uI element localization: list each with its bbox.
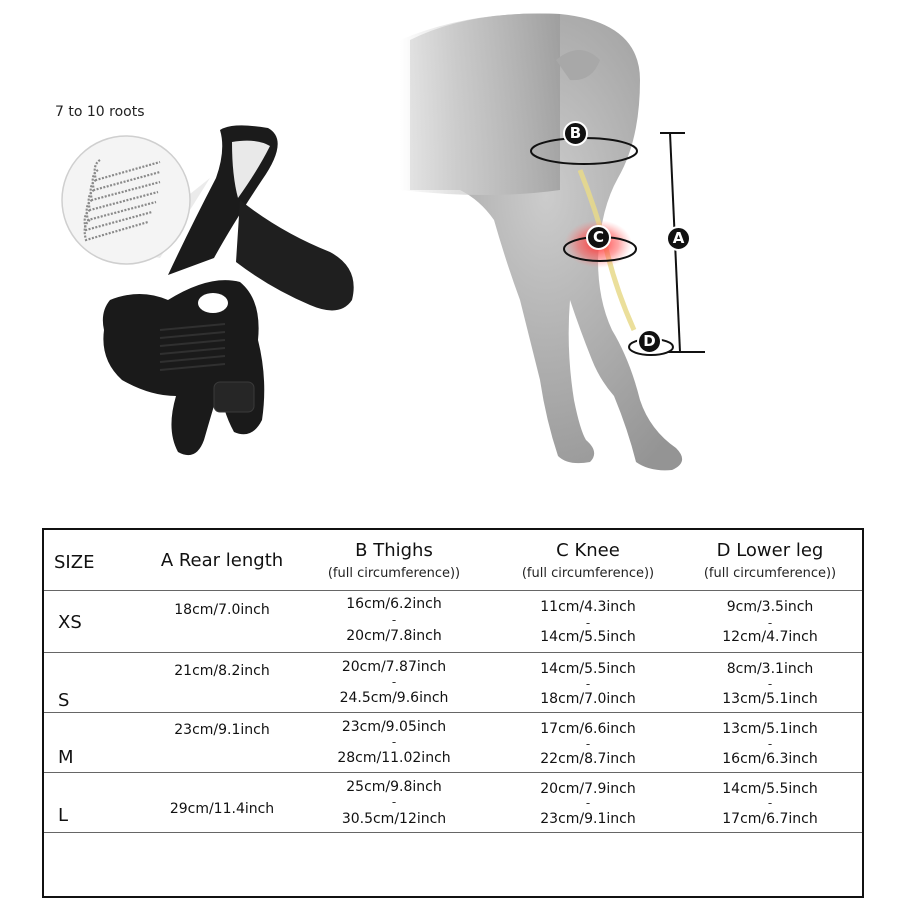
table-divider	[44, 712, 862, 713]
lower-leg-min: 14cm/5.5inch	[722, 781, 818, 797]
rear-length-value: 18cm/7.0inch	[174, 602, 270, 618]
range-dash: -	[391, 735, 397, 749]
range-dash: -	[585, 616, 591, 630]
size-chart-table	[42, 528, 864, 898]
thighs-max: 28cm/11.02inch	[337, 750, 451, 766]
header-size: SIZE	[54, 552, 95, 573]
lower-leg-min: 13cm/5.1inch	[722, 721, 818, 737]
point-d-marker	[637, 329, 662, 354]
point-b-label: B	[569, 124, 582, 142]
header-lower-leg-sub: (full circumference))	[703, 566, 837, 581]
lower-leg-max: 17cm/6.7inch	[722, 811, 818, 827]
lower-leg-min: 8cm/3.1inch	[726, 661, 814, 677]
range-dash: -	[391, 675, 397, 689]
range-dash: -	[767, 796, 773, 810]
lower-leg-max: 13cm/5.1inch	[722, 691, 818, 707]
range-dash: -	[767, 616, 773, 630]
lower-leg-max: 16cm/6.3inch	[722, 751, 818, 767]
size-label: S	[58, 690, 70, 711]
point-a-marker	[666, 226, 691, 251]
rear-length-value: 21cm/8.2inch	[174, 663, 270, 679]
roots-note: 7 to 10 roots	[55, 104, 145, 120]
lower-leg-max: 12cm/4.7inch	[722, 629, 818, 645]
header-knee-sub: (full circumference))	[521, 566, 655, 581]
thighs-min: 16cm/6.2inch	[346, 596, 442, 612]
range-dash: -	[585, 677, 591, 691]
point-b-marker	[563, 121, 588, 146]
knee-max: 22cm/8.7inch	[540, 751, 636, 767]
rear-length-value: 23cm/9.1inch	[174, 722, 270, 738]
table-divider	[44, 832, 862, 833]
knee-max: 23cm/9.1inch	[540, 811, 636, 827]
knee-min: 20cm/7.9inch	[540, 781, 636, 797]
knee-min: 14cm/5.5inch	[540, 661, 636, 677]
header-thighs-sub: (full circumference))	[327, 566, 461, 581]
thighs-max: 24.5cm/9.6inch	[339, 690, 449, 706]
knee-min: 17cm/6.6inch	[540, 721, 636, 737]
knee-max: 14cm/5.5inch	[540, 629, 636, 645]
range-dash: -	[767, 737, 773, 751]
size-label: XS	[58, 612, 82, 633]
thighs-max: 30.5cm/12inch	[341, 811, 447, 827]
range-dash: -	[585, 796, 591, 810]
table-divider	[44, 652, 862, 653]
table-divider	[44, 772, 862, 773]
thighs-min: 25cm/9.8inch	[346, 779, 442, 795]
dog-leg-image	[400, 14, 705, 471]
header-thighs: B Thighs	[355, 540, 433, 561]
point-d-label: D	[643, 332, 656, 350]
rear-length-value: 29cm/11.4inch	[169, 801, 275, 817]
range-dash: -	[585, 737, 591, 751]
knee-min: 11cm/4.3inch	[540, 599, 636, 615]
point-c-marker	[586, 225, 611, 250]
thighs-max: 20cm/7.8inch	[346, 628, 442, 644]
point-c-label: C	[592, 228, 604, 246]
size-label: M	[58, 747, 74, 768]
header-lower-leg: D Lower leg	[716, 540, 824, 561]
thighs-min: 20cm/7.87inch	[341, 659, 447, 675]
size-label: L	[58, 805, 69, 826]
range-dash: -	[391, 613, 397, 627]
thighs-min: 23cm/9.05inch	[341, 719, 447, 735]
header-rear-length: A Rear length	[160, 550, 284, 571]
knee-max: 18cm/7.0inch	[540, 691, 636, 707]
table-divider	[44, 590, 862, 591]
range-dash: -	[767, 677, 773, 691]
lower-leg-min: 9cm/3.5inch	[726, 599, 814, 615]
header-knee: C Knee	[556, 540, 620, 561]
point-a-label: A	[672, 229, 685, 247]
range-dash: -	[391, 795, 397, 809]
